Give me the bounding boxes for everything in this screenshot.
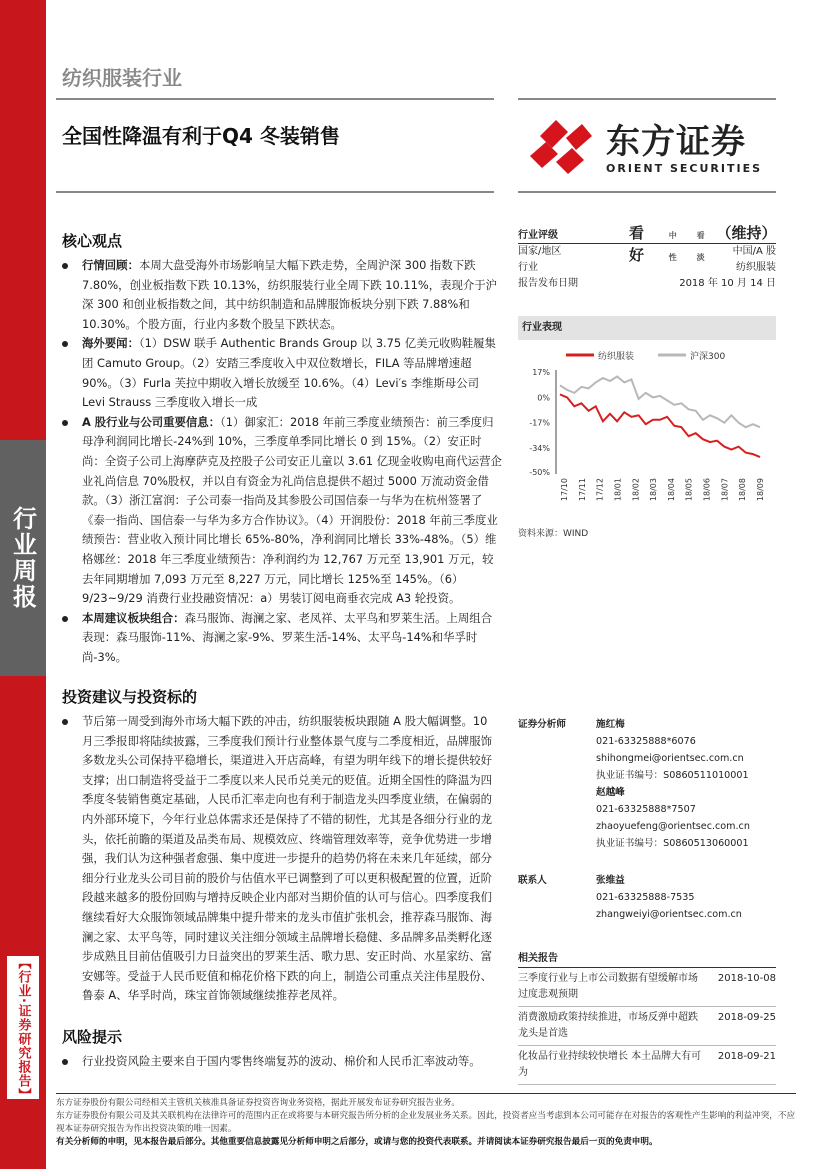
chart-source: 资料来源：WIND — [518, 529, 589, 539]
risk-text: 行业投资风险主要来自于国内零售终端复苏的波动、棉价和人民币汇率波动等。 — [56, 1052, 502, 1072]
region-row: 国家/地区 中国/A 股 — [518, 246, 776, 257]
x-tick-label: 17/12 — [595, 478, 605, 502]
side-footer-tag: 【行业·证券研究报告】 — [15, 956, 31, 1102]
core-heading: 核心观点 — [62, 232, 123, 250]
side-tag: 行业周报 — [8, 506, 37, 610]
x-tick-label: 18/09 — [756, 478, 765, 502]
analyst-email[interactable]: shihongmei@orientsec.com.cn — [596, 753, 744, 764]
analyst-role: 证券分析师 — [518, 719, 566, 730]
invest-heading: 投资建议与投资标的 — [62, 688, 198, 706]
sector-title: 纺织服装行业 — [62, 66, 182, 90]
analyst-phone: 021-63325888*6076 — [596, 736, 696, 747]
x-tick-label: 18/08 — [738, 478, 748, 502]
side-tag-band — [0, 440, 46, 676]
logo-mark-icon — [526, 112, 596, 182]
rating-value: 看好 — [629, 224, 645, 264]
footer — [56, 1097, 796, 1149]
core-bullets — [56, 256, 502, 667]
contact-email[interactable]: zhangweiyi@orientsec.com.cn — [596, 909, 742, 920]
contact-phone: 021-63325888-7535 — [596, 892, 695, 903]
risk-body — [56, 1052, 502, 1072]
side-footer-tag-box — [6, 955, 40, 1100]
report-title: 全国性降温有利于Q4 冬装销售 — [62, 124, 340, 148]
contact-name: 张维益 — [596, 875, 625, 886]
bullet-overseas-news: 海外要闻：（1）DSW 联手 Authentic Brands Group 以 3.75 亿美元收购鞋履集团 Camuto Group。（2）安踏三季度收入中双位数增长，FILA 等品牌增速超 90%。（3）Furla 芙拉中期收入增长放缓至 10.6%。（4）Levi′s 李维斯母公司 Levi Strauss 三季度收入增长一成 — [56, 334, 502, 412]
x-tick-label: 18/03 — [649, 478, 659, 502]
divider — [518, 98, 776, 100]
analyst-name: 赵越峰 — [596, 787, 625, 798]
bullet-a-share-news: A 股行业与公司重要信息：（1）御家汇：2018 年前三季度业绩预告：前三季度归母净利润同比增长-24%到 10%，三季度单季同比增长 0 到 15%。（2）安正时尚：全资子公司上海摩萨克及控股子公司安正儿童以 3.61 亿现金收购电商代运营企业礼尚信息 70%股权，并以自有资金为礼尚信息提供不超过 5000 万流动资金借款。（3）浙江富润：子公司泰一指尚及其参股公司国信泰一与华为在杭州签署了《泰一指尚、国信泰一与华为多方合作协议》。（4）开润股份：2018 年前三季度业绩预告：营业收入预计同比增长 65%-80%，净利润同比增长 33%-48%。（5）维格娜丝：2018 年三季度业绩预告：净利润约为 12,767 万元至 13,901 万元，较去年同期增加 7,093 万元至 8,227 万元，同比增长 125%至 145%。（6）9/23~9/29 消费行业投融资情况：a）男装订阅电商垂衣完成 A3 轮投资。 — [56, 413, 502, 609]
legend-label: 沪深300 — [690, 352, 726, 362]
rating-option-neutral: 中性 — [668, 231, 677, 262]
performance-heading: 行业表现 — [518, 316, 776, 340]
related-item[interactable]: 三季度行业与上市公司数据有望缓解市场过度悲观预期 2018-10-08 — [518, 968, 776, 1007]
analyst-cert: 执业证书编号：S0860513060001 — [596, 838, 749, 849]
rating-option-negative: 看淡 — [696, 231, 705, 262]
invest-body — [56, 712, 502, 1006]
related-heading: 相关报告 — [518, 950, 776, 968]
footer-disclaimer: 有关分析师的申明，见本报告最后部分。其他重要信息披露见分析师申明之后部分，或请与您的投资代表联系。并请阅读本证券研究报告最后一页的免责申明。 — [56, 1137, 658, 1147]
logo-text-en: ORIENT SECURITIES — [606, 162, 763, 175]
x-tick-label: 18/01 — [613, 478, 623, 502]
y-tick-label: 17% — [532, 368, 550, 377]
contact-role: 联系人 — [518, 875, 547, 886]
analyst-phone: 021-63325888*7507 — [596, 804, 696, 815]
y-tick-label: -50% — [529, 468, 550, 477]
y-tick-label: -34% — [529, 444, 550, 454]
analyst-name: 施红梅 — [596, 719, 625, 730]
y-tick-label: 0% — [537, 393, 550, 403]
x-tick-label: 18/02 — [631, 478, 641, 502]
analyst-email[interactable]: zhaoyuefeng@orientsec.com.cn — [596, 821, 750, 832]
footer-divider — [56, 1093, 796, 1094]
industry-row: 行业 纺织服装 — [518, 262, 776, 273]
company-logo — [526, 112, 766, 182]
x-tick-label: 18/05 — [684, 478, 694, 502]
risk-heading: 风险提示 — [62, 1028, 123, 1046]
date-row: 报告发布日期 2018 年 10 月 14 日 — [518, 278, 776, 289]
related-item[interactable]: 消费激励政策持续推进，市场反弹中超跌龙头是首选 2018-09-25 — [518, 1007, 776, 1046]
analyst-cert: 执业证书编号：S0860511010001 — [596, 770, 749, 781]
divider — [56, 191, 494, 193]
legend-label: 纺织服装 — [598, 352, 635, 362]
x-tick-label: 18/06 — [702, 478, 712, 502]
x-tick-label: 18/07 — [720, 478, 730, 502]
bullet-portfolio: 本周建议板块组合：森马服饰、海澜之家、老凤祥、太平鸟和罗莱生活。上周组合表现：森马服饰-11%、海澜之家-9%、罗莱生活-14%、太平鸟-14%和华孚时尚-3%。 — [56, 609, 502, 668]
rating-label: 行业评级 — [518, 230, 558, 241]
x-tick-label: 17/11 — [577, 478, 587, 502]
rating-box — [518, 222, 776, 292]
invest-text: 节后第一周受到海外市场大幅下跌的冲击，纺织服装板块跟随 A 股大幅调整。10 月三季报即将陆续披露，三季度我们预计行业整体景气度与二季度相近，品牌服饰多数龙头公司保持平稳增长，渠道进入开店高峰，有望为明年线下的增长提供较好支撑；出口制造将受益于二季度以来人民币兑美元的贬值。近期全国性的降温为四季度冬装销售奠定基础，人民币汇率走向也有利于制造龙头四季度业绩，在偏弱的内外部环境下，今年行业总体需求还是保持了不错的韧性，尤其是各细分行业的龙头，依托前瞻的渠道及品类布局、规模效应、终端管理效率等，竞争优势进一步增强，我们认为这种强者愈强、集中度进一步提升的趋势仍将在未来几年延续，部分细分行业龙头公司目前的股价与估值水平已调整到了可以更积极配置的位置，近阶段越来越多的股份回购与增持反映企业内部对当期价值的认可与信心。四季度我们继续看好大众服饰领域品牌集中提升带来的龙头市值扩张机会，推荐森马服饰、海澜之家、太平鸟等，同时建议关注细分领域主品牌增长稳健、多品牌多品类孵化逐步成熟且目前估值吸引力日益突出的罗莱生活、歌力思、安正时尚、水星家纺、富安娜等。受益于人民币贬值和棉花价格下跌的向上，制造公司重点关注伟星股份、鲁泰 A、华孚时尚，珠宝首饰领域继续推荐老凤祥。 — [56, 712, 502, 1006]
divider — [56, 98, 494, 100]
divider — [518, 191, 776, 193]
performance-chart — [518, 344, 776, 516]
x-tick-label: 17/10 — [560, 478, 569, 502]
related-reports — [518, 950, 776, 1085]
logo-text-cn: 东方证券 — [606, 122, 746, 162]
related-item[interactable]: 化妆品行业持续较快增长 本土品牌大有可为 2018-09-21 — [518, 1046, 776, 1085]
footer-line: 东方证券股份有限公司及其关联机构在法律许可的范围内正在或将要与本研究报告所分析的企业发展业务关系。因此，投资者应当考虑到本公司可能存在对报告的客观性产生影响的利益冲突，不应视本证券研究报告为作出投资决策的唯一因素。 — [56, 1111, 796, 1134]
x-tick-label: 18/04 — [666, 478, 676, 502]
bullet-market-review: 行情回顾：本周大盘受海外市场影响呈大幅下跌走势，全周沪深 300 指数下跌 7.80%，创业板指数下跌 10.13%，纺织服装行业全周下跌 10.11%，表现介于沪深 300 和创业板指数之间，其中纺织制造和品牌服饰板块分别下跌 7.88%和 10.30%。个股方面，行业内多数个股呈下跌状态。 — [56, 256, 502, 334]
series-line — [560, 394, 760, 457]
y-tick-label: -17% — [529, 418, 550, 428]
footer-line: 东方证券股份有限公司经相关主管机关核准具备证券投资咨询业务资格，据此开展发布证券研究报告业务。 — [56, 1098, 460, 1108]
rating-hold: （维持） — [716, 224, 777, 242]
analysts-block — [518, 716, 776, 923]
